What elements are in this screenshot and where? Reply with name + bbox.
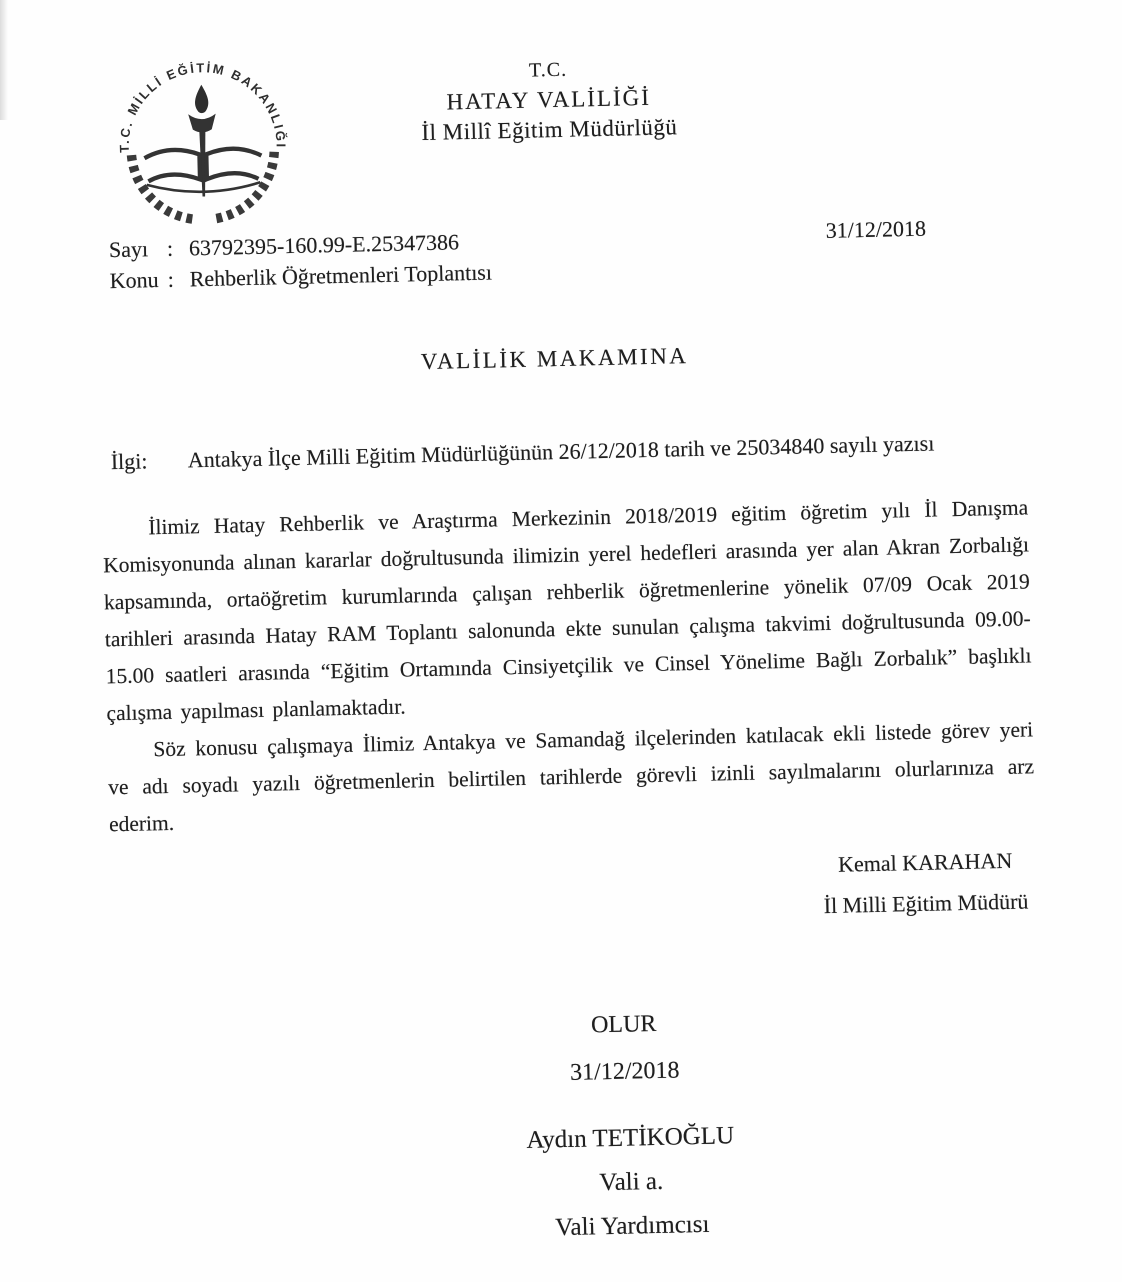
body-paragraph-1: İlimiz Hatay Rehberlik ve Araştırma Merkezinin 2018/2019 eğitim öğretim yılı İl Danışma Komisyonunda alınan kararlar doğrultusunda ilimizin yerel hedefleri arasında yer alan Akran Zorbalığı kapsamında, ortaöğretim kurumlarında çalışan rehberlik öğretmenlerine yönelik 07/09 Ocak 2019 tarihleri arasında Hatay RAM Toplantı salonunda ekte sunulan çalışma takvimi doğrultusunda 09.00-15.00 saatleri arasında “Eğitim Ortamında Cinsiyetçilik ve Cinsel Yönelime Bağlı Zorbalık” başlıklı çalışma yapılması planlamaktadır. [102,495,1032,726]
approval-olur-block [62,989,1122,1108]
open-book-right-icon [206,148,262,180]
approval-label: OLUR [590,1010,657,1039]
approver-title: Vali Yardımcısı [554,1210,710,1242]
sayi-value: 63792395-160.99-E.25347386 [188,229,460,261]
open-book-left-icon [144,149,200,181]
letterhead-republic: T.C. [528,58,568,82]
emblem-circular-text: T.C. MİLLİ EĞİTİM BAKANLIĞI [116,60,289,153]
letter-body [102,489,1035,843]
reference-block [110,426,1025,477]
letterhead-authority: HATAY VALİLİĞİ [446,84,652,115]
konu-separator: : [167,266,175,292]
document-meta [109,225,493,296]
signer-name: Kemal KARAHAN [837,847,1013,877]
document-date: 31/12/2018 [825,215,927,243]
sayi-label: Sayı [108,236,149,263]
konu-value: Rehberlik Öğretmenleri Toplantısı [189,259,493,292]
sayi-separator: : [166,235,174,261]
reference-text: Antakya İlçe Milli Eğitim Müdürlüğünün 26/12/2018 tarih ve 25034840 sayılı yazısı [187,430,935,473]
signer-title: İl Milli Eğitim Müdürü [823,888,1029,919]
signature-block [780,839,1072,928]
reference-label: İlgi: [110,448,148,475]
approver-on-behalf: Vali a. [599,1167,664,1197]
approver-name: Aydın TETİKOĞLU [526,1122,735,1154]
body-paragraph-2: Söz konusu çalışmaya İlimiz Antakya ve Samandağ ilçelerinden katılacak ekli listede görev yeri ve adı soyadı yazılı öğretmenlerin belirtilen tarihlerde görevli izinli sayılmalarını olurlarınıza arz ederim. [107,717,1035,837]
approval-signer-block [69,1104,1122,1261]
konu-label: Konu [109,267,159,294]
letterhead-department: İl Millî Eğitim Müdürlüğü [421,114,678,146]
approval-date: 31/12/2018 [569,1057,680,1086]
recipient-line: VALİLİK MAKAMINA [420,343,689,375]
